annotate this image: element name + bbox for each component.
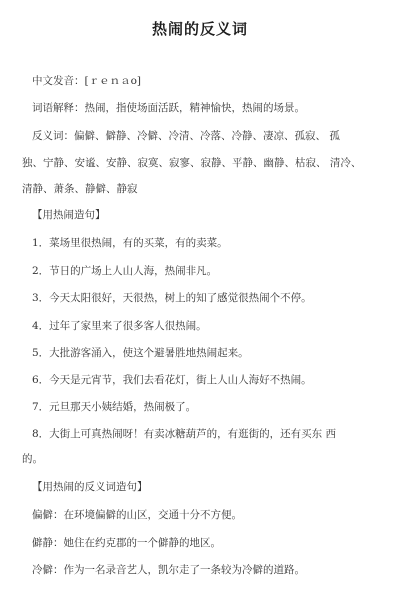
example-sentence: 1．菜场里很热闹，有的买菜，有的卖菜。 [32, 237, 228, 249]
example-sentence: 7．元旦那天小姨结婚，热闹极了。 [32, 401, 197, 413]
example-sentence: 3．今天太阳很好，天很热，树上的知了感觉很热闹个不停。 [32, 292, 312, 304]
example-sentence-continuation: 的。 [22, 453, 43, 465]
section-heading: 【用热闹造句】 [32, 209, 106, 221]
example-sentence: 5．大批游客涌入，使这个避暑胜地热闹起来。 [32, 347, 249, 359]
antonym-example-sentence: 冷僻：作为一名录音艺人，凯尔走了一条较为冷僻的道路。 [32, 564, 305, 576]
antonyms-line: 独、宁静、安谧、安静、寂寞、寂寥、寂静、平静、幽静、枯寂、 清冷、 [22, 157, 362, 169]
example-sentence: 6．今天是元宵节，我们去看花灯，街上人山人海好不热闹。 [32, 374, 312, 386]
antonym-example-sentence: 偏僻：在环境偏僻的山区，交通十分不方便。 [32, 509, 242, 521]
definition-line: 词语解释：热闹，指使场面活跃，精神愉快，热闹的场景。 [32, 102, 305, 114]
section-heading: 【用热闹的反义词造句】 [32, 481, 148, 493]
antonyms-line: 反义词：偏僻、僻静、冷僻、冷清、冷落、冷静、凄凉、孤寂、 孤 [32, 130, 340, 142]
antonyms-line: 清静、萧条、静僻、静寂 [22, 183, 138, 195]
example-sentence: 4．过年了家里来了很多客人很热闹。 [32, 320, 207, 332]
example-sentence: 8．大街上可真热闹呀！有卖冰糖葫芦的，有逛街的，还有买东 西 [32, 428, 337, 440]
example-sentence: 2．节日的广场上人山人海，热闹非凡。 [32, 265, 218, 277]
page-title: 热闹的反义词 [151, 20, 248, 38]
antonym-example-sentence: 僻静：她住在约克郡的一个僻静的地区。 [32, 537, 221, 549]
pronunciation-line: 中文发音：[ｒｅｎａo] [32, 75, 142, 87]
